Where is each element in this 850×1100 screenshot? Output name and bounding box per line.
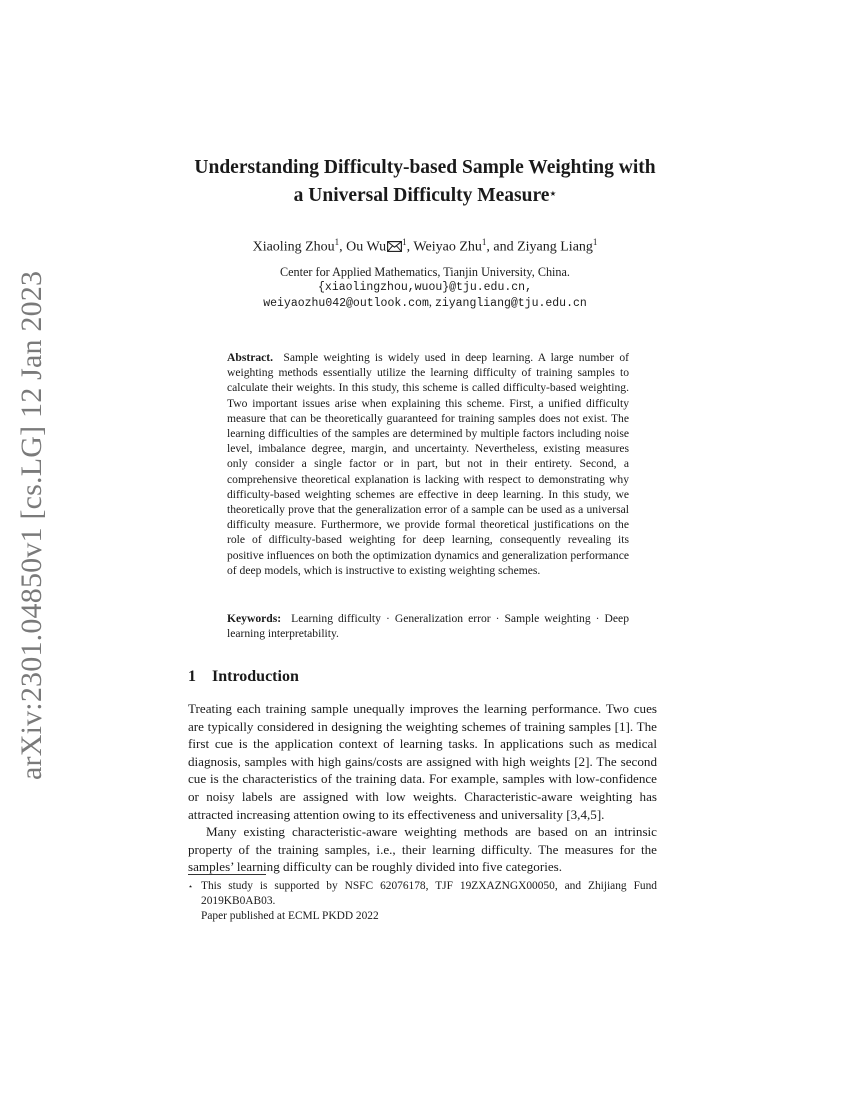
email-address[interactable]: weiyaozhu042@outlook.com [263, 297, 429, 310]
author-list [150, 233, 700, 258]
abstract-label: Abstract. [227, 351, 274, 364]
author-affil: 1 [481, 237, 487, 247]
footnote-divider [188, 874, 266, 875]
footnote-publication-note: Paper published at ECML PKDD 2022 [201, 910, 379, 922]
paper-title [150, 154, 700, 210]
paragraph: Treating each training sample unequally improves the learning performance. Two cues are typically considered in designing the weighting schemes of training samples [1]. The first cue is the application context of learning tasks. In applications such as medical diagnosis, samples with high gains/costs are assigned with high weights [2]. The second cue is the characteristics of the training data. For example, samples with low-confidence or noisy labels are assigned with low weights. Characteristic-aware weighting has attracted increasing attention owing to its effectiveness and universality [3,4,5]. [188, 701, 657, 822]
section-heading [188, 667, 658, 687]
author-name: Xiaoling Zhou [252, 239, 335, 255]
keywords-label: Keywords: [227, 612, 282, 625]
title-footnote-mark: ⋆ [549, 188, 557, 200]
arxiv-identifier-stamp: arXiv:2301.04850v1 [cs.LG] 12 Jan 2023 [15, 270, 48, 780]
affiliation-block [150, 265, 700, 311]
footnote-text: This study is supported by NSFC 62076178, TJF 19ZXAZNGX00050, and Zhijiang Fund 2019KB0AB03. [201, 880, 657, 907]
abstract-text: Sample weighting is widely used in deep learning. A large number of weighting methods essentially utilize the learning difficulty of training samples to calculate their weights. In this study, this scheme is called difficulty-based weighting. Two important issues arise when explaining this scheme. First, a unified difficulty measure that can be theoretically guaranteed for training samples does not exist. The learning difficulties of the samples are determined by multiple factors including noise level, imbalance degree, margin, and uncertainty. Nevertheless, existing measures only consider a single factor or in part, but not in their entirety. Second, a comprehensive theoretical explanation is lacking with respect to demonstrating why difficulty-based weighting schemes are effective in deep learning. In this study, we theoretically prove that the generalization error of a sample can be used as a universal difficulty measure. Furthermore, we provide formal theoretical justifications on the role of difficulty-based weighting for deep learning, consequently revealing its positive influences on both the optimization dynamics and generalization performance of deep models, which is instructive to existing weighting schemes. [227, 351, 630, 577]
keywords [227, 611, 629, 641]
email-line-2: weiyaozhu042@outlook.com, ziyangliang@tju.edu.cn [263, 295, 587, 310]
author-separator: , [406, 239, 414, 255]
keywords-text: Learning difficulty · Generalization error · Sample weighting · Deep learning interpretability. [227, 612, 629, 641]
footnote-mark: ⋆ [188, 882, 194, 891]
paragraph: Many existing characteristic-aware weighting methods are based on an intrinsic property of the training samples, i.e., their learning difficulty. The measures for the samples’ learning difficulty can be roughly divided into five categories. [188, 824, 657, 875]
author-affil: 1 [334, 237, 340, 247]
title-line-2 [150, 182, 700, 210]
footnote [188, 879, 657, 924]
author-name: Ziyang Liang [517, 239, 593, 255]
introduction-body [188, 700, 657, 876]
affiliation-institution: Center for Applied Mathematics, Tianjin University, China. [280, 265, 570, 279]
title-line-1: Understanding Difficulty-based Sample Weighting with [194, 157, 656, 178]
email-address[interactable]: ziyangliang@tju.edu.cn [434, 297, 587, 310]
author-name: Weiyao Zhu [413, 239, 482, 255]
section-number: 1 [188, 668, 196, 685]
author-affil: 1 [592, 237, 598, 247]
author-separator: , [339, 239, 347, 255]
author-separator: , and [486, 239, 518, 255]
email-line-1[interactable]: {xiaolingzhou,wuou}@tju.edu.cn, [318, 281, 532, 294]
title-line-2-text: a Universal Difficulty Measure [293, 185, 550, 206]
author-affil: 1 [402, 237, 407, 247]
section-title: Introduction [212, 668, 299, 685]
envelope-icon [387, 240, 402, 258]
abstract [227, 350, 629, 578]
author-name: Ou Wu [346, 239, 387, 255]
